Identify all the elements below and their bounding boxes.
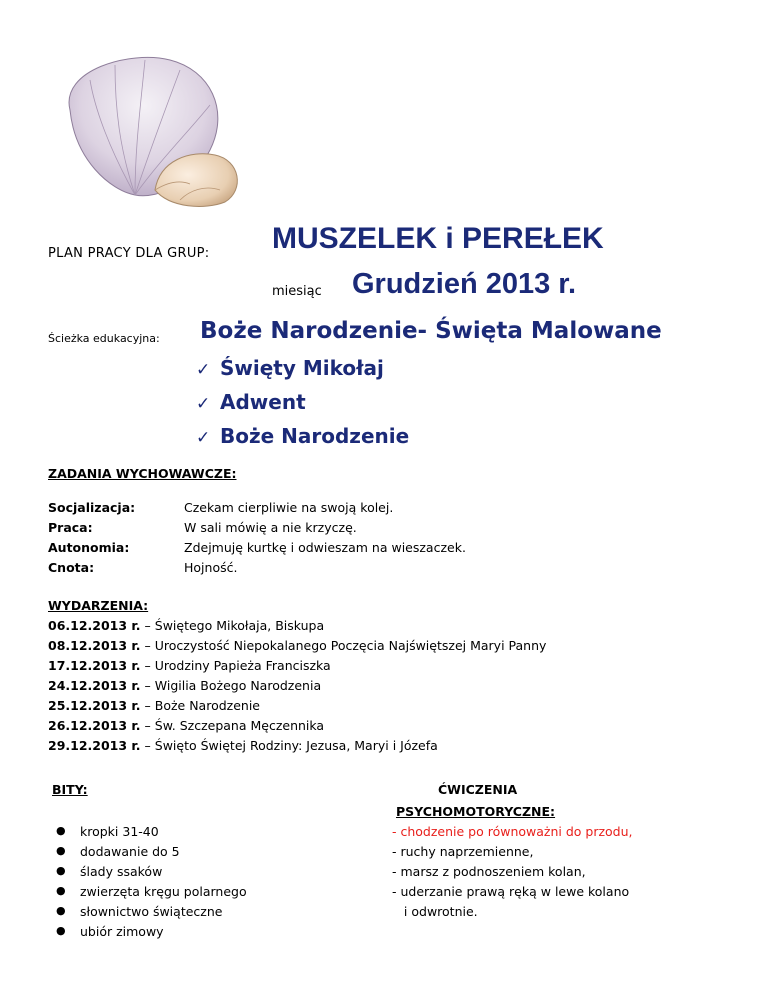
exercises-list [392, 824, 633, 924]
exercise-item: - marsz z podnoszeniem kolan, [392, 864, 586, 879]
exercises-heading-line1: ĆWICZENIA [438, 782, 518, 797]
task-row: Praca: W sali mówię a nie krzyczę. [48, 520, 357, 535]
event-row: 06.12.2013 r. – Świętego Mikołaja, Biskupa [48, 618, 325, 633]
bit-item: ● ubiór zimowy [56, 924, 247, 944]
bullet-icon: ● [56, 924, 66, 937]
plan-label: PLAN PRACY DLA GRUP: [48, 246, 210, 261]
bullet-icon: ● [56, 844, 66, 857]
event-row: 29.12.2013 r. – Święto Świętej Rodziny: Jezusa, Maryi i Józefa [48, 738, 438, 753]
events-list [48, 618, 546, 758]
exercise-item: - ruchy naprzemienne, [392, 844, 534, 859]
exercises-heading-line2: PSYCHOMOTORYCZNE: [396, 804, 556, 819]
bullet-icon: ● [56, 904, 66, 917]
seashells-illustration [40, 50, 250, 210]
bullet-icon: ● [56, 864, 66, 877]
bit-item: ● słownictwo świąteczne [56, 904, 247, 924]
bits-heading: BITY: [52, 782, 88, 797]
event-row: 24.12.2013 r. – Wigilia Bożego Narodzenia [48, 678, 322, 693]
event-row: 17.12.2013 r. – Urodziny Papieża Franciszka [48, 658, 331, 673]
path-title: Boże Narodzenie- Święta Malowane [200, 318, 662, 344]
month-value: Grudzień 2013 r. [352, 268, 577, 300]
topic-item: ✓ Święty Mikołaj [196, 352, 409, 386]
bit-item: ● kropki 31-40 [56, 824, 247, 844]
bit-item: ● zwierzęta kręgu polarnego [56, 884, 247, 904]
exercise-item: - uderzanie prawą ręką w lewe kolano [392, 884, 630, 899]
event-row: 25.12.2013 r. – Boże Narodzenie [48, 698, 261, 713]
check-icon: ✓ [196, 428, 211, 448]
bits-list [56, 824, 247, 944]
bullet-icon: ● [56, 824, 66, 837]
bit-item: ● ślady ssaków [56, 864, 247, 884]
events-heading: WYDARZENIA: [48, 598, 149, 613]
task-row: Socjalizacja: Czekam cierpliwie na swoją kolej. [48, 500, 394, 515]
topics-list [196, 352, 409, 454]
topic-item: ✓ Boże Narodzenie [196, 420, 409, 454]
tasks-heading: ZADANIA WYCHOWAWCZE: [48, 466, 237, 481]
event-row: 26.12.2013 r. – Św. Szczepana Męczennika [48, 718, 325, 733]
task-row: Autonomia: Zdejmuję kurtkę i odwieszam na wieszaczek. [48, 540, 466, 555]
bullet-icon: ● [56, 884, 66, 897]
exercise-item: - chodzenie po równoważni do przodu, [392, 824, 633, 839]
month-label: miesiąc [272, 284, 322, 299]
path-label: Ścieżka edukacyjna: [48, 332, 160, 345]
exercise-item: i odwrotnie. [392, 904, 478, 919]
bit-item: ● dodawanie do 5 [56, 844, 247, 864]
groups-title: MUSZELEK i PEREŁEK [272, 222, 604, 255]
task-row: Cnota: Hojność. [48, 560, 238, 575]
event-row: 08.12.2013 r. – Uroczystość Niepokalanego Poczęcia Najświętszej Maryi Panny [48, 638, 547, 653]
check-icon: ✓ [196, 394, 211, 414]
check-icon: ✓ [196, 360, 211, 380]
tasks-table [48, 500, 466, 580]
topic-item: ✓ Adwent [196, 386, 409, 420]
